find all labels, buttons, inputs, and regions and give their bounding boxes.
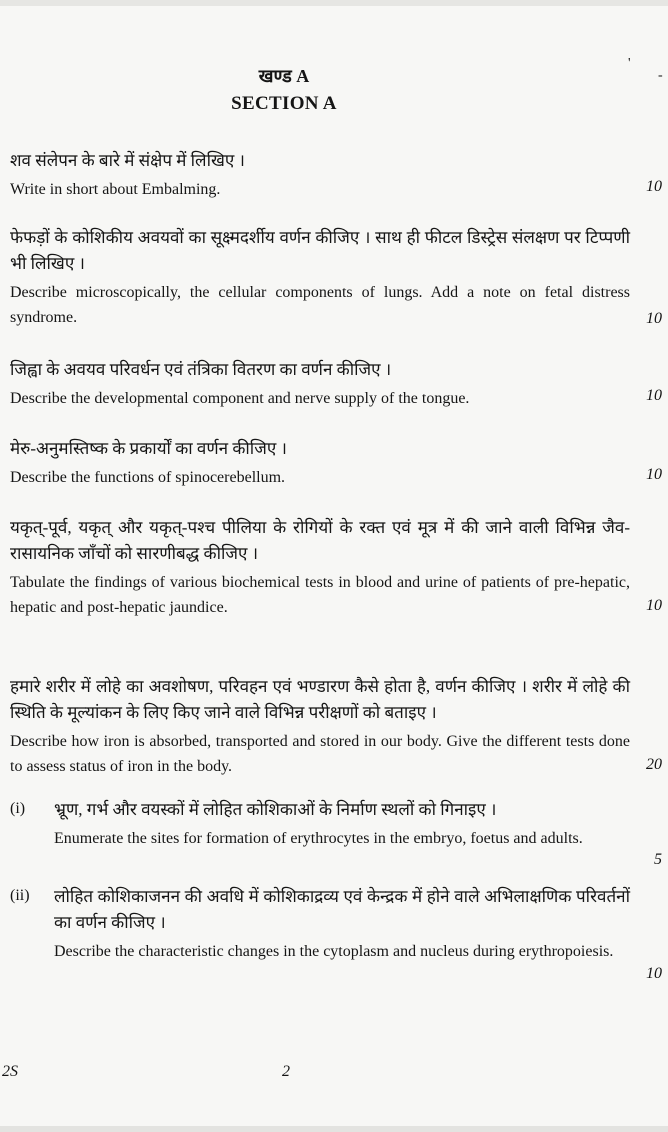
subquestion-i-english: Enumerate the sites for formation of erythrocytes in the embryo, foetus and adults. bbox=[54, 830, 583, 847]
question-4-marks: 10 bbox=[646, 466, 662, 483]
question-3-english: Describe the developmental component and nerve supply of the tongue. bbox=[10, 390, 470, 407]
subquestion-ii bbox=[10, 884, 630, 964]
question-3 bbox=[10, 357, 630, 411]
question-5-english: Tabulate the findings of various biochemical tests in blood and urine of patients of pre-hepatic, hepatic and post-hepatic jaundice. bbox=[10, 574, 630, 616]
subquestion-ii-number: (ii) bbox=[10, 887, 30, 904]
question-2-english: Describe microscopically, the cellular components of lungs. Add a note on fetal distress syndrome. bbox=[10, 284, 630, 326]
question-4-english: Describe the functions of spinocerebellum. bbox=[10, 469, 286, 486]
subquestion-i bbox=[10, 797, 630, 851]
question-1 bbox=[10, 148, 630, 202]
question-6-marks: 20 bbox=[646, 756, 662, 773]
question-2-marks: 10 bbox=[646, 310, 662, 327]
question-4-hindi: मेरु-अनुमस्तिष्क के प्रकार्यों का वर्णन कीजिए । bbox=[10, 439, 287, 458]
question-6-hindi: हमारे शरीर में लोहे का अवशोषण, परिवहन एवं भण्डारण कैसे होता है, वर्णन कीजिए । शरीर में लोहे की स्थिति के मूल्यांकन के लिए किए जाने वाले विभिन्न परीक्षणों को बताइए । bbox=[10, 677, 630, 722]
subquestion-i-number: (i) bbox=[10, 800, 26, 817]
question-2-hindi: फेफड़ों के कोशिकीय अवयवों का सूक्ष्मदर्शीय वर्णन कीजिए । साथ ही फीटल डिस्ट्रेस संलक्षण पर टिप्पणी भी लिखिए । bbox=[10, 228, 630, 273]
paper-code: 2S bbox=[2, 1063, 18, 1080]
subquestion-i-hindi: भ्रूण, गर्भ और वयस्कों में लोहित कोशिकाओं के निर्माण स्थलों को गिनाइए । bbox=[54, 800, 497, 819]
page-top-edge bbox=[0, 0, 668, 6]
page-bottom-edge bbox=[0, 1126, 668, 1132]
subquestion-ii-english: Describe the characteristic changes in the cytoplasm and nucleus during erythropoiesis. bbox=[54, 943, 614, 960]
question-2 bbox=[10, 225, 630, 330]
question-4 bbox=[10, 436, 630, 490]
question-3-hindi: जिह्वा के अवयव परिवर्धन एवं तंत्रिका वितरण का वर्णन कीजिए । bbox=[10, 360, 392, 379]
question-5 bbox=[10, 515, 630, 620]
question-6-english: Describe how iron is absorbed, transported and stored in our body. Give the different tests done to assess status of iron in the body. bbox=[10, 733, 630, 775]
subquestion-i-marks: 5 bbox=[654, 851, 662, 868]
subquestion-ii-marks: 10 bbox=[646, 965, 662, 982]
subquestion-ii-hindi: लोहित कोशिकाजनन की अवधि में कोशिकाद्रव्य एवं केन्द्रक में होने वाले अभिलाक्षणिक परिवर्तनों का वर्णन कीजिए । bbox=[54, 887, 630, 932]
question-5-marks: 10 bbox=[646, 597, 662, 614]
section-heading-hindi: खण्ड A bbox=[258, 66, 310, 86]
question-3-marks: 10 bbox=[646, 387, 662, 404]
page-number: 2 bbox=[282, 1063, 290, 1080]
question-6 bbox=[10, 674, 630, 779]
question-1-hindi: शव संलेपन के बारे में संक्षेप में लिखिए । bbox=[10, 151, 245, 170]
speck-mark: - bbox=[658, 68, 663, 83]
section-heading-english: SECTION A bbox=[231, 93, 337, 114]
question-1-marks: 10 bbox=[646, 178, 662, 195]
question-1-english: Write in short about Embalming. bbox=[10, 181, 221, 198]
question-5-hindi: यकृत्-पूर्व, यकृत् और यकृत्-पश्च पीलिया के रोगियों के रक्त एवं मूत्र में की जाने वाली विभिन्न जैव-रासायनिक जाँचों को सारणीबद्ध कीजिए । bbox=[10, 518, 630, 563]
speck-mark: ' bbox=[628, 56, 631, 71]
